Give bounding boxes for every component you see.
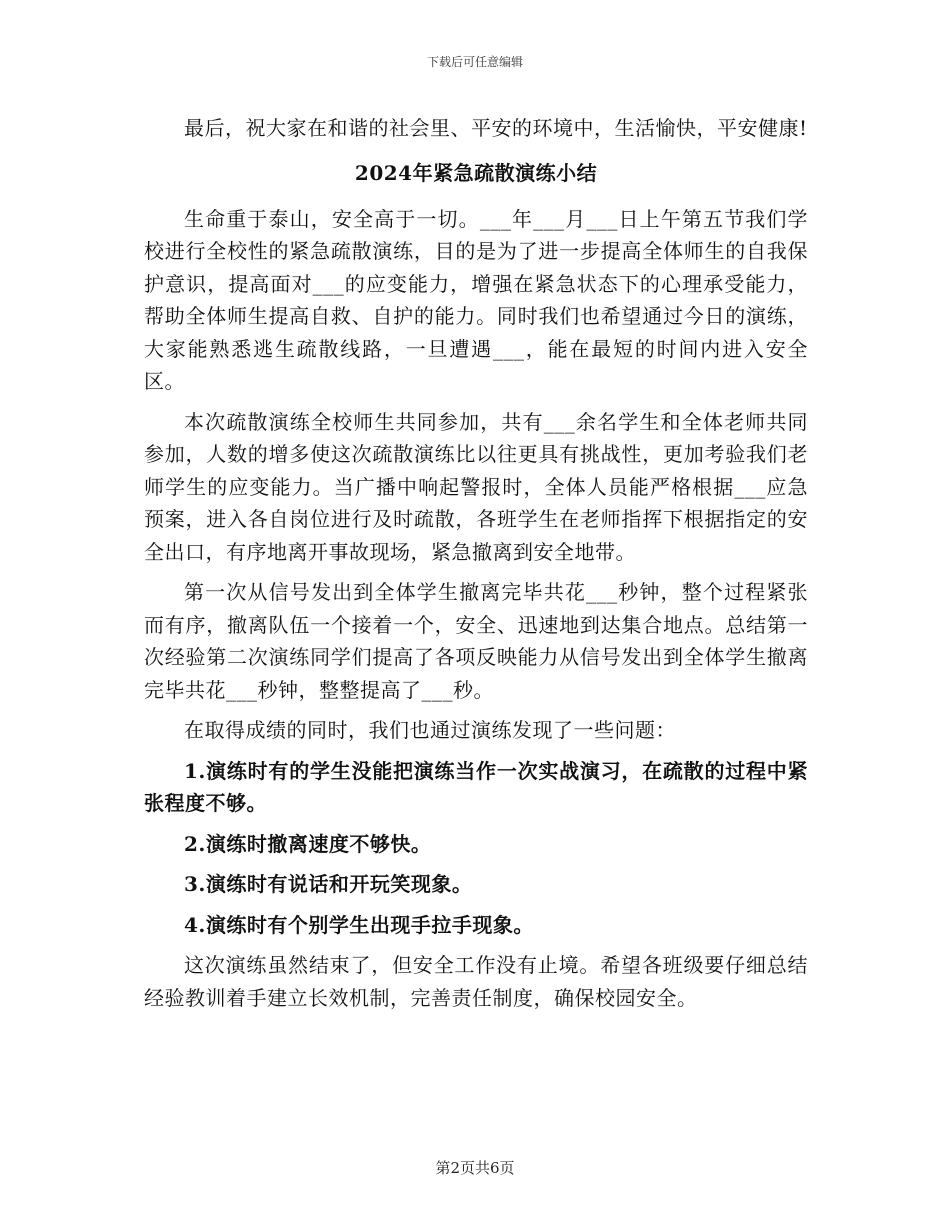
- page-footer: 第2页共6页: [435, 1159, 515, 1177]
- problem-item-3: 3.演练时有说话和开玩笑现象。: [184, 872, 473, 896]
- page-header: 下载后可任意编辑: [426, 55, 523, 69]
- problem-item-1: 1.演练时有的学生没能把演练当作一次实战演习，在疏散的过程中紧张程度不够。: [144, 758, 808, 815]
- closing-wish-paragraph: 最后，祝大家在和谐的社会里、平安的环境中，生活愉快，平安健康!: [184, 116, 808, 140]
- intro-paragraph: 生命重于泰山，安全高于一切。___年___月___日上午第五节我们学校进行全校性的紧急疏散演练，目的是为了进一步提高全体师生的自我保护意识，提高面对___的应变能力，增强在紧急状态下的心理承受能力，帮助全体师生提高自救、自护的能力。同时我们也希望通过今日的演练，大家能熟悉逃生疏散线路，一旦遭遇___，能在最短的时间内进入安全区。: [144, 206, 808, 393]
- problem-item-4: 4.演练时有个别学生出现手拉手现象。: [184, 912, 534, 937]
- problems-intro-paragraph: 在取得成绩的同时，我们也通过演练发现了一些问题：: [184, 718, 676, 742]
- document-body: [144, 112, 808, 1022]
- problem-item-2: 2.演练时撤离速度不够快。: [184, 831, 432, 856]
- timing-paragraph: 第一次从信号发出到全体学生撤离完毕共花___秒钟，整个过程紧张而有序，撤离队伍一个接着一个，安全、迅速地到达集合地点。总结第一次经验第二次演练同学们提高了各项反映能力从信号发出到全体学生撤离完毕共花___秒钟，整整提高了___秒。: [144, 580, 808, 702]
- conclusion-paragraph: 这次演练虽然结束了，但安全工作没有止境。希望各班级要仔细总结经验教训着手建立长效机制，完善责任制度，确保校园安全。: [144, 953, 808, 1010]
- section-title: 2024年紧急疏散演练小结: [354, 160, 598, 185]
- participation-paragraph: 本次疏散演练全校师生共同参加，共有___余名学生和全体老师共同参加，人数的增多使这次疏散演练比以往更具有挑战性，更加考验我们老师学生的应变能力。当广播中响起警报时，全体人员能严格根据___应急预案，进入各自岗位进行及时疏散，各班学生在老师指挥下根据指定的安全出口，有序地离开事故现场，紧急撤离到安全地带。: [144, 409, 808, 564]
